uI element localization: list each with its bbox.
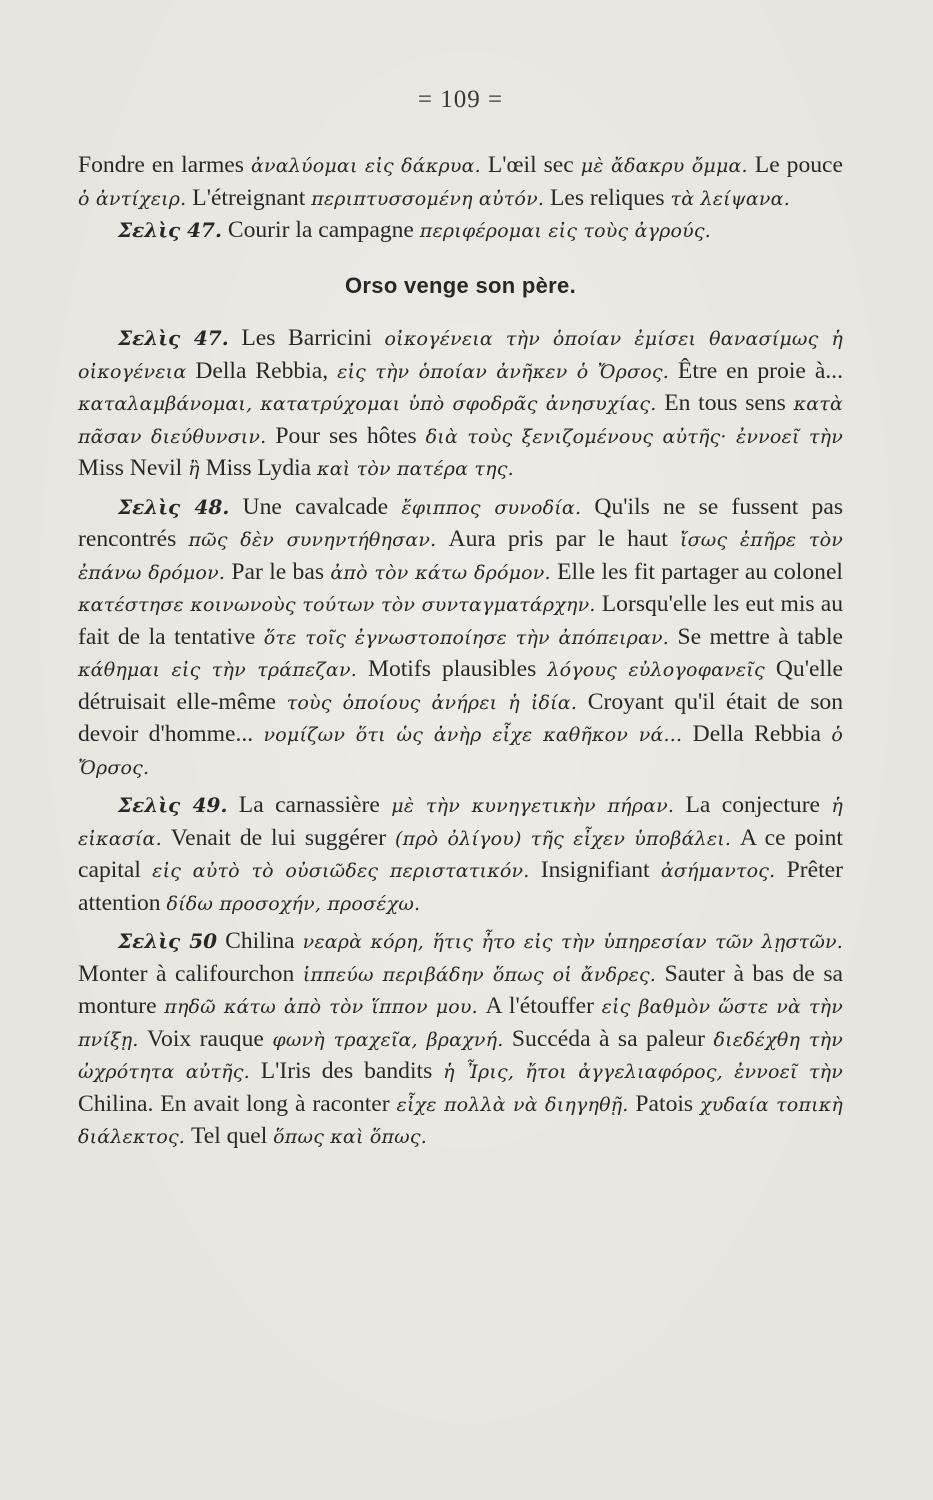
- page-reference: Σελὶς 47.: [118, 218, 222, 242]
- greek-translation: οἰκογένεια τὴν ὁποίαν ἐμίσει θανασίμως ἡ οἰκογένεια: [78, 328, 844, 383]
- french-phrase: Qu'ils ne se fussent pas rencontrés: [78, 493, 844, 552]
- french-phrase: A l'étouffer: [477, 993, 602, 1019]
- greek-translation: (πρὸ ὀλίγου) τῆς εἶχεν ὑποβάλει.: [394, 827, 732, 850]
- greek-translation: μὲ ἄδακρυ ὄμμα.: [580, 155, 748, 177]
- french-phrase: L'Iris des bandits: [249, 1058, 444, 1084]
- greek-translation: χυδαία τοπικὴ διάλεκτος.: [78, 1093, 844, 1148]
- greek-translation: περιπτυσσομένη αὐτόν.: [311, 187, 545, 210]
- greek-translation: ἡ εἰκασία.: [78, 795, 843, 850]
- greek-translation: ὁ Ὄρσος.: [78, 724, 843, 779]
- greek-translation: ἢ: [188, 458, 200, 480]
- greek-translation: εἰς αὐτὸ τὸ οὐσιῶδες περιστατικόν.: [152, 860, 530, 882]
- french-phrase: Patois: [628, 1090, 701, 1117]
- page-reference: Σελὶς 50: [118, 929, 218, 953]
- paragraph-page-50: [78, 926, 843, 1154]
- french-phrase: La carnassière: [227, 792, 392, 818]
- french-phrase: Être en proie à...: [668, 357, 843, 384]
- greek-translation: εἰς βαθμὸν ὥστε νὰ τὴν πνίξῃ.: [78, 996, 843, 1051]
- greek-translation: κάθημαι εἰς τὴν τράπεζαν.: [78, 659, 357, 681]
- french-phrase: Chilina. En avait long à raconter: [78, 1090, 397, 1117]
- greek-translation: ἱππεύω περιβάδην ὅπως οἱ ἄνδρες.: [302, 963, 657, 986]
- page-number: = 109 =: [417, 86, 504, 113]
- greek-translation: μὲ τὴν κυνηγετικὴν πήραν.: [391, 795, 675, 817]
- greek-translation: νεαρὰ κόρη, ἥτις ἦτο εἰς τὴν ὑπηρεσίαν τῶν λῃστῶν.: [302, 931, 843, 953]
- french-phrase: Fondre en larmes: [78, 152, 251, 178]
- french-phrase: Della Rebbia: [682, 721, 832, 747]
- paragraph-glossary-continued: [78, 150, 843, 215]
- page-reference: Σελὶς 47.: [118, 326, 229, 350]
- greek-translation: ἀσήμαντος.: [660, 860, 776, 882]
- french-phrase: L'œil sec: [480, 152, 581, 178]
- french-phrase: La conjecture: [674, 792, 832, 818]
- french-phrase: Della Rebbia,: [186, 357, 338, 384]
- paragraph-page-47-b: [78, 323, 843, 486]
- greek-translation: ὁ ἀντίχειρ.: [78, 187, 187, 210]
- greek-translation: καὶ τὸν πατέρα της.: [317, 458, 514, 480]
- french-phrase: Sauter à bas de sa monture: [78, 960, 844, 1019]
- greek-translation: ἔφιππος συνοδία.: [401, 496, 582, 519]
- greek-translation: διεδέχθη τὴν ὠχρότητα αὐτῆς.: [78, 1028, 843, 1083]
- greek-translation: φωνὴ τραχεῖα, βραχνή.: [272, 1028, 504, 1051]
- greek-translation: περιφέρομαι εἰς τοὺς ἀγρούς.: [419, 220, 712, 242]
- french-phrase: Motifs plausibles: [356, 656, 548, 682]
- french-phrase: Aura pris par le haut: [436, 526, 680, 552]
- french-phrase: Insignifiant: [529, 857, 661, 883]
- french-phrase: Une cavalcade: [229, 493, 402, 520]
- text-body: [78, 150, 843, 1154]
- page-reference: Σελὶς 49.: [118, 793, 228, 817]
- greek-translation: εἶχε πολλὰ νὰ διηγηθῇ.: [396, 1093, 629, 1116]
- french-phrase: Courir la campagne: [221, 217, 420, 243]
- paragraph-page-48: [78, 492, 843, 785]
- french-phrase: A ce point capital: [78, 824, 843, 883]
- greek-translation: τὰ λείψανα.: [670, 187, 790, 210]
- french-phrase: Le pouce: [747, 152, 843, 178]
- greek-translation: διὰ τοὺς ξενιζομένους αὐτῆς· ἐννοεῖ τὴν: [425, 425, 843, 448]
- greek-translation: κατέστησε κοινωνοὺς τούτων τὸν συνταγματάρχην.: [78, 594, 596, 616]
- greek-translation: ἡ Ἶρις, ἤτοι ἀγγελιαφόρος, ἐννοεῖ τὴν: [443, 1061, 843, 1083]
- french-phrase: Qu'elle détruisait elle-même: [78, 656, 843, 715]
- french-phrase: Monter à califourchon: [78, 960, 303, 987]
- paragraph-page-47-a: [78, 215, 843, 248]
- french-phrase: Les Barricini: [228, 325, 385, 351]
- greek-translation: ὅτε τοῖς ἐγνωστοποίησε τὴν ἀπόπειραν.: [263, 626, 670, 649]
- french-phrase: Tel quel: [185, 1123, 274, 1149]
- french-phrase: Se mettre à table: [669, 623, 844, 650]
- greek-translation: κατὰ πᾶσαν διεύθυνσιν.: [78, 393, 844, 448]
- french-phrase: Les reliques: [544, 184, 671, 211]
- french-phrase: Miss Lydia: [199, 455, 318, 481]
- french-phrase: Par le bas: [225, 558, 331, 585]
- french-phrase: Venait de lui suggérer: [161, 824, 395, 851]
- section-heading: Orso venge son père.: [345, 272, 576, 298]
- greek-translation: λόγους εὐλογοφανεῖς: [547, 659, 765, 681]
- greek-translation: ὅπως καὶ ὅπως.: [273, 1126, 427, 1148]
- greek-translation: καταλαμβάνομαι, κατατρύχομαι ὑπὸ σφοδρᾶς ἀνησυχίας.: [78, 393, 657, 415]
- french-phrase: Chilina: [217, 928, 303, 954]
- page-reference: Σελὶς 48.: [118, 494, 230, 519]
- greek-translation: νομίζων ὅτι ὡς ἀνὴρ εἶχε καθῆκον νά...: [263, 724, 683, 746]
- french-phrase: L'étreignant: [186, 184, 312, 211]
- french-phrase: En tous sens: [656, 390, 794, 416]
- french-phrase: Miss Nevil: [78, 455, 189, 481]
- french-phrase: Succéda à sa paleur: [503, 1025, 714, 1052]
- french-phrase: Lorsqu'elle les eut mis au fait de la tentative: [78, 591, 843, 650]
- greek-translation: ἴσως ἐπῆρε τὸν ἐπάνω δρόμον.: [78, 529, 843, 584]
- french-phrase: Voix rauque: [138, 1025, 273, 1052]
- french-phrase: Elle les fit partager au colonel: [550, 558, 843, 585]
- french-phrase: Pour ses hôtes: [266, 422, 426, 449]
- french-phrase: Croyant qu'il était de son devoir d'homme...: [78, 688, 843, 747]
- greek-translation: τοὺς ὁποίους ἀνήρει ἡ ἰδία.: [286, 691, 578, 714]
- french-phrase: Prêter attention: [78, 857, 843, 916]
- greek-translation: ἀναλύομαι εἰς δάκρυα.: [250, 155, 481, 177]
- greek-translation: εἰς τὴν ὁποίαν ἀνῆκεν ὁ Ὄρσος.: [337, 360, 669, 383]
- greek-translation: πῶς δὲν συνηντήθησαν.: [188, 529, 437, 551]
- greek-translation: δίδω προσοχήν, προσέχω.: [166, 892, 421, 915]
- paragraph-page-49: [78, 790, 843, 920]
- greek-translation: πηδῶ κάτω ἀπὸ τὸν ἵππον μου.: [164, 996, 478, 1018]
- greek-translation: ἀπὸ τὸν κάτω δρόμον.: [330, 561, 551, 584]
